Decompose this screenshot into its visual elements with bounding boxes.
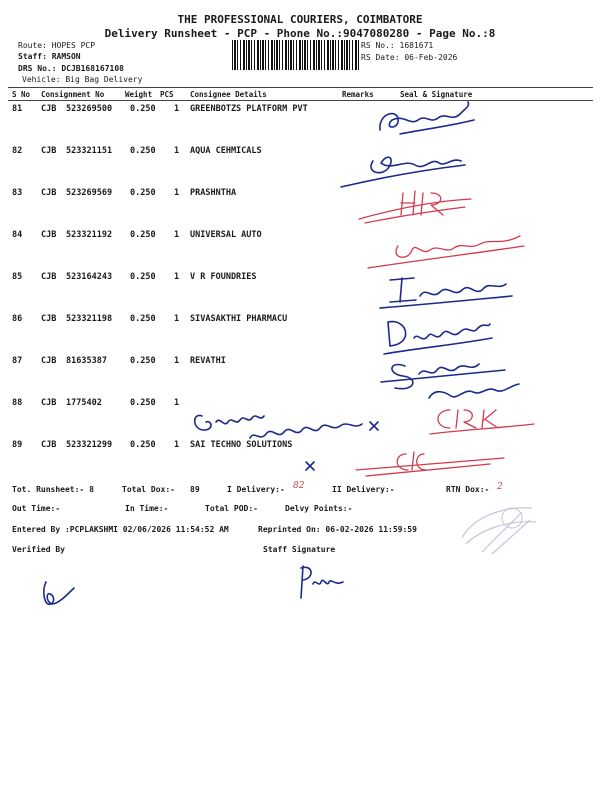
rtn-dox-handwritten: 2 [497,482,503,492]
runsheet-title: Delivery Runsheet - PCP - Phone No.:9047080280 - Page No.:8 [104,27,496,40]
rs-number: RS No.: 1681671 [361,41,434,50]
row-consignment: 1775402 [66,398,102,408]
table-row [0,104,600,118]
row-pcs: 1 [174,440,180,450]
row-sno: 83 [12,188,23,198]
row-consignee: REVATHI [190,356,226,366]
in-time-label: In Time:- [125,504,169,513]
i-delivery-handwritten: 82 [293,481,305,491]
route-label: Route: HOPES PCP [18,41,96,50]
row-weight: 0.250 [130,398,156,408]
row-weight: 0.250 [130,104,156,114]
staff-signature-label: Staff Signature [263,545,336,554]
row-pcs: 1 [174,146,180,156]
table-row [0,146,600,160]
ii-delivery-label: II Delivery:- [332,485,395,494]
row-pcs: 1 [174,398,180,408]
row-sno: 86 [12,314,23,324]
row-pcs: 1 [174,356,180,366]
row-prefix: CJB [41,188,57,198]
row-prefix: CJB [41,230,57,240]
header-divider [8,87,593,88]
entered-by: Entered By :PCPLAKSHMI 02/06/2026 11:54:52 AM [12,525,229,534]
row-consignment: 523164243 [66,272,113,282]
row-prefix: CJB [41,146,57,156]
company-stamp [452,498,542,558]
row-pcs: 1 [174,188,180,198]
row-pcs: 1 [174,104,180,114]
out-time-label: Out Time:- [12,504,61,513]
table-row [0,314,600,328]
row-consignee: AQUA CEHMICALS [190,146,262,156]
signature-row-83 [355,185,475,225]
row-prefix: CJB [41,356,57,366]
company-title: THE PROFESSIONAL COURIERS, COIMBATORE [177,13,423,26]
signature-row-85 [370,272,520,312]
row-consignment: 523269569 [66,188,113,198]
signature-row-81 [370,100,480,140]
col-consignee: Consignee Details [190,90,267,99]
row-consignee: SIVASAKTHI PHARMACU [190,314,288,324]
vehicle-label: Vehicle: Big Bag Delivery [22,75,143,84]
row-sno: 87 [12,356,23,366]
col-sno: S No [12,90,31,99]
signature-row-84 [360,228,530,270]
row-consignee: V R FOUNDRIES [190,272,257,282]
i-delivery-label: I Delivery:- [227,485,285,494]
row-consignee: PRASHNTHA [190,188,237,198]
row-weight: 0.250 [130,230,156,240]
staff-label: Staff: RAMSON [18,52,81,61]
drs-number: DRS No.: DCJB168167108 [18,64,124,73]
row-weight: 0.250 [130,356,156,366]
total-runsheet: Tot. Runsheet:- 8 [12,485,94,494]
row-sno: 81 [12,104,23,114]
row-prefix: CJB [41,314,57,324]
row-sno: 89 [12,440,23,450]
row-consignment: 523321198 [66,314,113,324]
delvy-points-label: Delvy Points:- [285,504,353,513]
rtn-dox-label: RTN Dox:- [446,485,490,494]
row-sno: 88 [12,398,23,408]
verifier-signature [36,578,86,610]
row-weight: 0.250 [130,146,156,156]
reprinted-on: Reprinted On: 06-02-2026 11:59:59 [258,525,417,534]
row-consignee: UNIVERSAL AUTO [190,230,262,240]
row-prefix: CJB [41,104,57,114]
row-pcs: 1 [174,314,180,324]
staff-signature [293,562,353,602]
total-dox-label: Total Dox:- [122,485,175,494]
col-consignment: Consignment No [41,90,105,99]
row-weight: 0.250 [130,188,156,198]
row-sno: 85 [12,272,23,282]
row-consignee: GREENBOTZS PLATFORM PVT [190,104,308,114]
row-consignment: 523269500 [66,104,113,114]
row-prefix: CJB [41,272,57,282]
row-consignment: 81635387 [66,356,107,366]
col-seal-signature: Seal & Signature [400,90,473,99]
row-sno: 82 [12,146,23,156]
row-weight: 0.250 [130,272,156,282]
col-pcs: PCS [160,90,174,99]
row-weight: 0.250 [130,314,156,324]
row-pcs: 1 [174,272,180,282]
total-dox-value: 89 [190,485,200,494]
col-weight: Weight [125,90,153,99]
row-sno: 84 [12,230,23,240]
row-weight: 0.250 [130,440,156,450]
signature-row-89 [350,440,510,480]
row-prefix: CJB [41,398,57,408]
table-row [0,188,600,202]
signature-row-86 [380,314,500,356]
row-consignee: SAI TECHNO SOLUTIONS [190,440,293,450]
row-consignment: 523321299 [66,440,113,450]
barcode [232,40,360,70]
row-consignment: 523321151 [66,146,113,156]
verified-by-label: Verified By [12,545,65,554]
row-pcs: 1 [174,230,180,240]
signature-row-88-red [400,398,540,438]
row-prefix: CJB [41,440,57,450]
total-pod-label: Total POD:- [205,504,258,513]
rs-date: RS Date: 06-Feb-2026 [361,53,458,62]
row-consignment: 523321192 [66,230,113,240]
columns-divider [8,100,593,101]
col-remarks: Remarks [342,90,374,99]
